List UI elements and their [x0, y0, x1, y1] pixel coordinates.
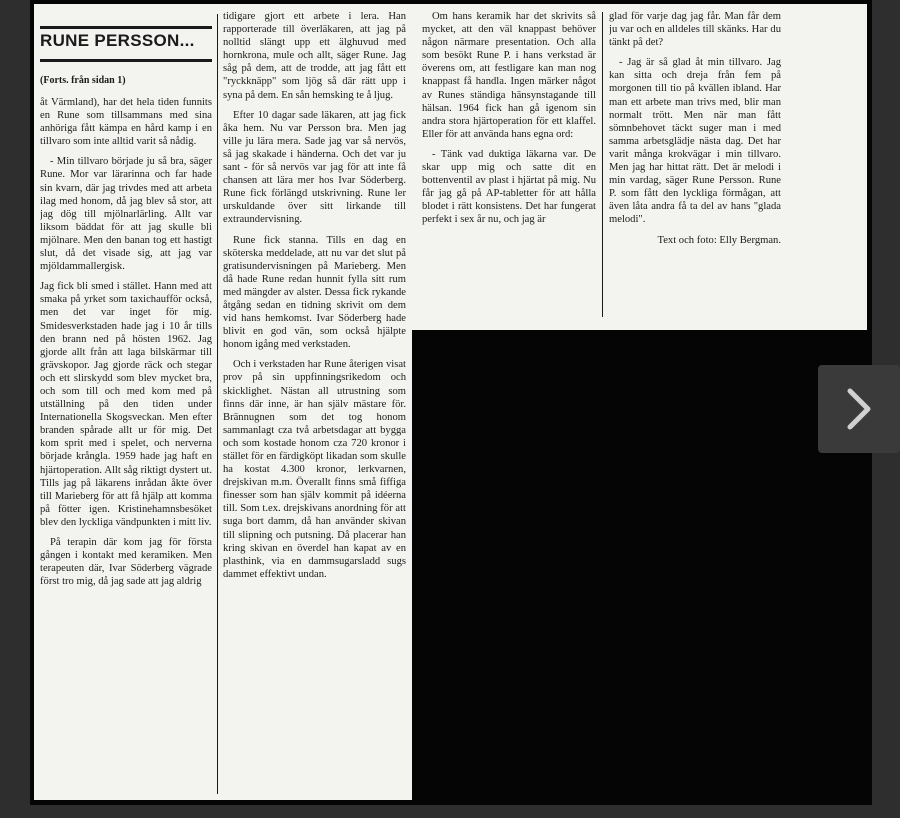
newspaper-clipping-left [34, 4, 412, 800]
article-column-2 [223, 10, 406, 796]
headline-rule-bottom [40, 59, 212, 62]
headline-rule-top [40, 26, 212, 29]
article-headline: RUNE PERSSON... [40, 31, 195, 50]
paragraph: - Tänk vad duktiga läkarna var. De skar upp mig och satte dit en bottenventil av plast i hjärtat på mig. Nu får jag gå på AP-tabletter för att hålla blodet i rätt konsistens. Det har fungerat perfekt i sex år nu, och jag är [422, 148, 596, 226]
paragraph: åt Värmland), har det hela tiden funnits en Rune som tillsammans med sina anhöriga fått kämpa en hård kamp i en tillvaro som inte alltid varit så nådig. [40, 97, 212, 148]
article-column-1 [40, 96, 212, 796]
next-image-button[interactable] [818, 365, 900, 453]
chevron-right-icon [844, 387, 874, 431]
article-column-3 [422, 10, 596, 324]
paragraph: glad för varje dag jag får. Man får dem ju var och en alldeles till skänks. Har du tänkt på det? [609, 11, 781, 49]
paragraph: På terapin där kom jag för första gången i kontakt med keramiken. Men terapeuten där, Ivar Söderberg vägrade först tro mig, då jag sade att jag aldrig [40, 537, 212, 588]
article-column-4 [609, 10, 781, 324]
photo-credit: Text och foto: Elly Bergman. [657, 234, 781, 246]
paragraph: - Min tillvaro började ju så bra, säger Rune. Mor var lärarinna och far hade sin kvarn, där jag trivdes med att arbeta ilag med honom, då jag blev så stor, att jag dög till mjölnarlärling. Allt var liksom bäddat för att jag skulle bli mjölnare. Men den banan tog ett hastigt slut, då det visade sig, att jag var mjöldammallergisk. [40, 156, 212, 273]
paragraph: Om hans keramik har det skrivits så mycket, att den väl knappast behöver någon närmare presentation. Och alla som besökt Rune P. i hans verkstad är överens om, att festligare kan man nog knappast få handla. Ingen märker något av Runes ständiga hänsynstagande till hälsan. 1964 fick han gå igenom sin andra stora hjärtoperation för ett klaffel. Eller för att använda hans egna ord: [422, 11, 596, 140]
newspaper-clipping-right [412, 4, 867, 330]
paragraph: Och i verkstaden har Rune återigen visat prov på sin uppfinningsrikedom och skicklighet. Nästan all utrustning som finns där inne, är han själv mästare för. Brännugnen som det tog honom sammanlagt cza två arbetsdagar att bygga och som kostade honom cza 720 kronor i stället för en färdigköpt likadan som skulle ha kostat 4.300 kronor, lerkvarnen, drejskivan m.m. Överallt finns små fiffiga finesser som han själv kommit på idéerna till. Som t.ex. drejskivans anordning för att suga bort damm, då han använder skivan till slipning och putsning. Då placerar han kring skivan en överdel han kapat av en plasthink, via en dammsugarsladd sugs dammet effektivt undan. [223, 359, 406, 580]
continued-note: (Forts. från sidan 1) [40, 75, 126, 86]
column-divider [217, 14, 218, 794]
paragraph: - Jag är så glad åt min tillvaro. Jag kan sitta och dreja från fem på morgonen till tio på kvällen ibland. Har man ett arbete man trivs med, blir man normalt trött. Men när man fått sömnbehovet täckt suger man i med samma arbetsglädje nästa dag. Det har varit många krokvägar i min tillvaro. Men jag har hittat rätt. Det är melodi i min vardag, säger Rune Persson. Rune P. som fått den lyckliga förmågan, att även låta andra få ta del av hans "glada melodi". [609, 57, 781, 226]
paragraph: Rune fick stanna. Tills en dag en sköterska meddelade, att nu var det slut på gratisundervisningen på Marieberg. Men då hade Rune redan hunnit fylla sitt rum med mängder av alster. Dessa fick rykande åtgång sedan en tidning skrivit om dem vid hans hemkomst. Ivar Söderberg hade blivit en god vän, som också hjälpte honom igång med verkstaden. [223, 234, 406, 351]
paragraph: Jag fick bli smed i stället. Hann med att smaka på yrket som taxichaufför också, men det var inget för mig. Smidesverkstaden hade jag i 10 år tills den brann ned på hösten 1962. Jag gjorde allt från att laga bilskärmar till grävskopor. Jag gjorde räck och stegar och ett slirskydd som blev mycket bra, och som till och med kom med på utställning på den tiden under Internationella Skogsveckan. Men efter branden spårade allt ur för mig. Det kom sprit med i spelet, och nerverna började krångla. 1959 hade jag haft en hjärtoperation. Allt såg riktigt dystert ut. Tills jag på läkarens inrådan åkte över till Marieberg för att få hjälp att komma på fötter igen. Kristinehamnsbesöket blev den lyckliga vändpunkten i mitt liv. [40, 281, 212, 528]
paragraph: Efter 10 dagar sade läkaren, att jag fick åka hem. Nu var Persson bra. Men jag ville ju lära mera. Sade jag var så nervös, så jag skakade i händerna. Och det var ju sant - för så nervös var jag för att inte få chansen att lära mer hos Ivar Söderberg. Rune fick förlängd utskrivning. Rune ler urskuldande över sitt lirkande till extraundervisning. [223, 109, 406, 226]
paragraph: tidigare gjort ett arbete i lera. Han rapporterade till överläkaren, att jag på nolltid slängt upp ett älghuvud med hornkrona, mule och allt, säger Rune. Jag såg på dem, att de trodde, att jag fått ett "ryckknäpp" som ljög så där rätt upp i syna på dem. En sån hemsking te å ljug. [223, 11, 406, 101]
column-divider [602, 12, 603, 317]
